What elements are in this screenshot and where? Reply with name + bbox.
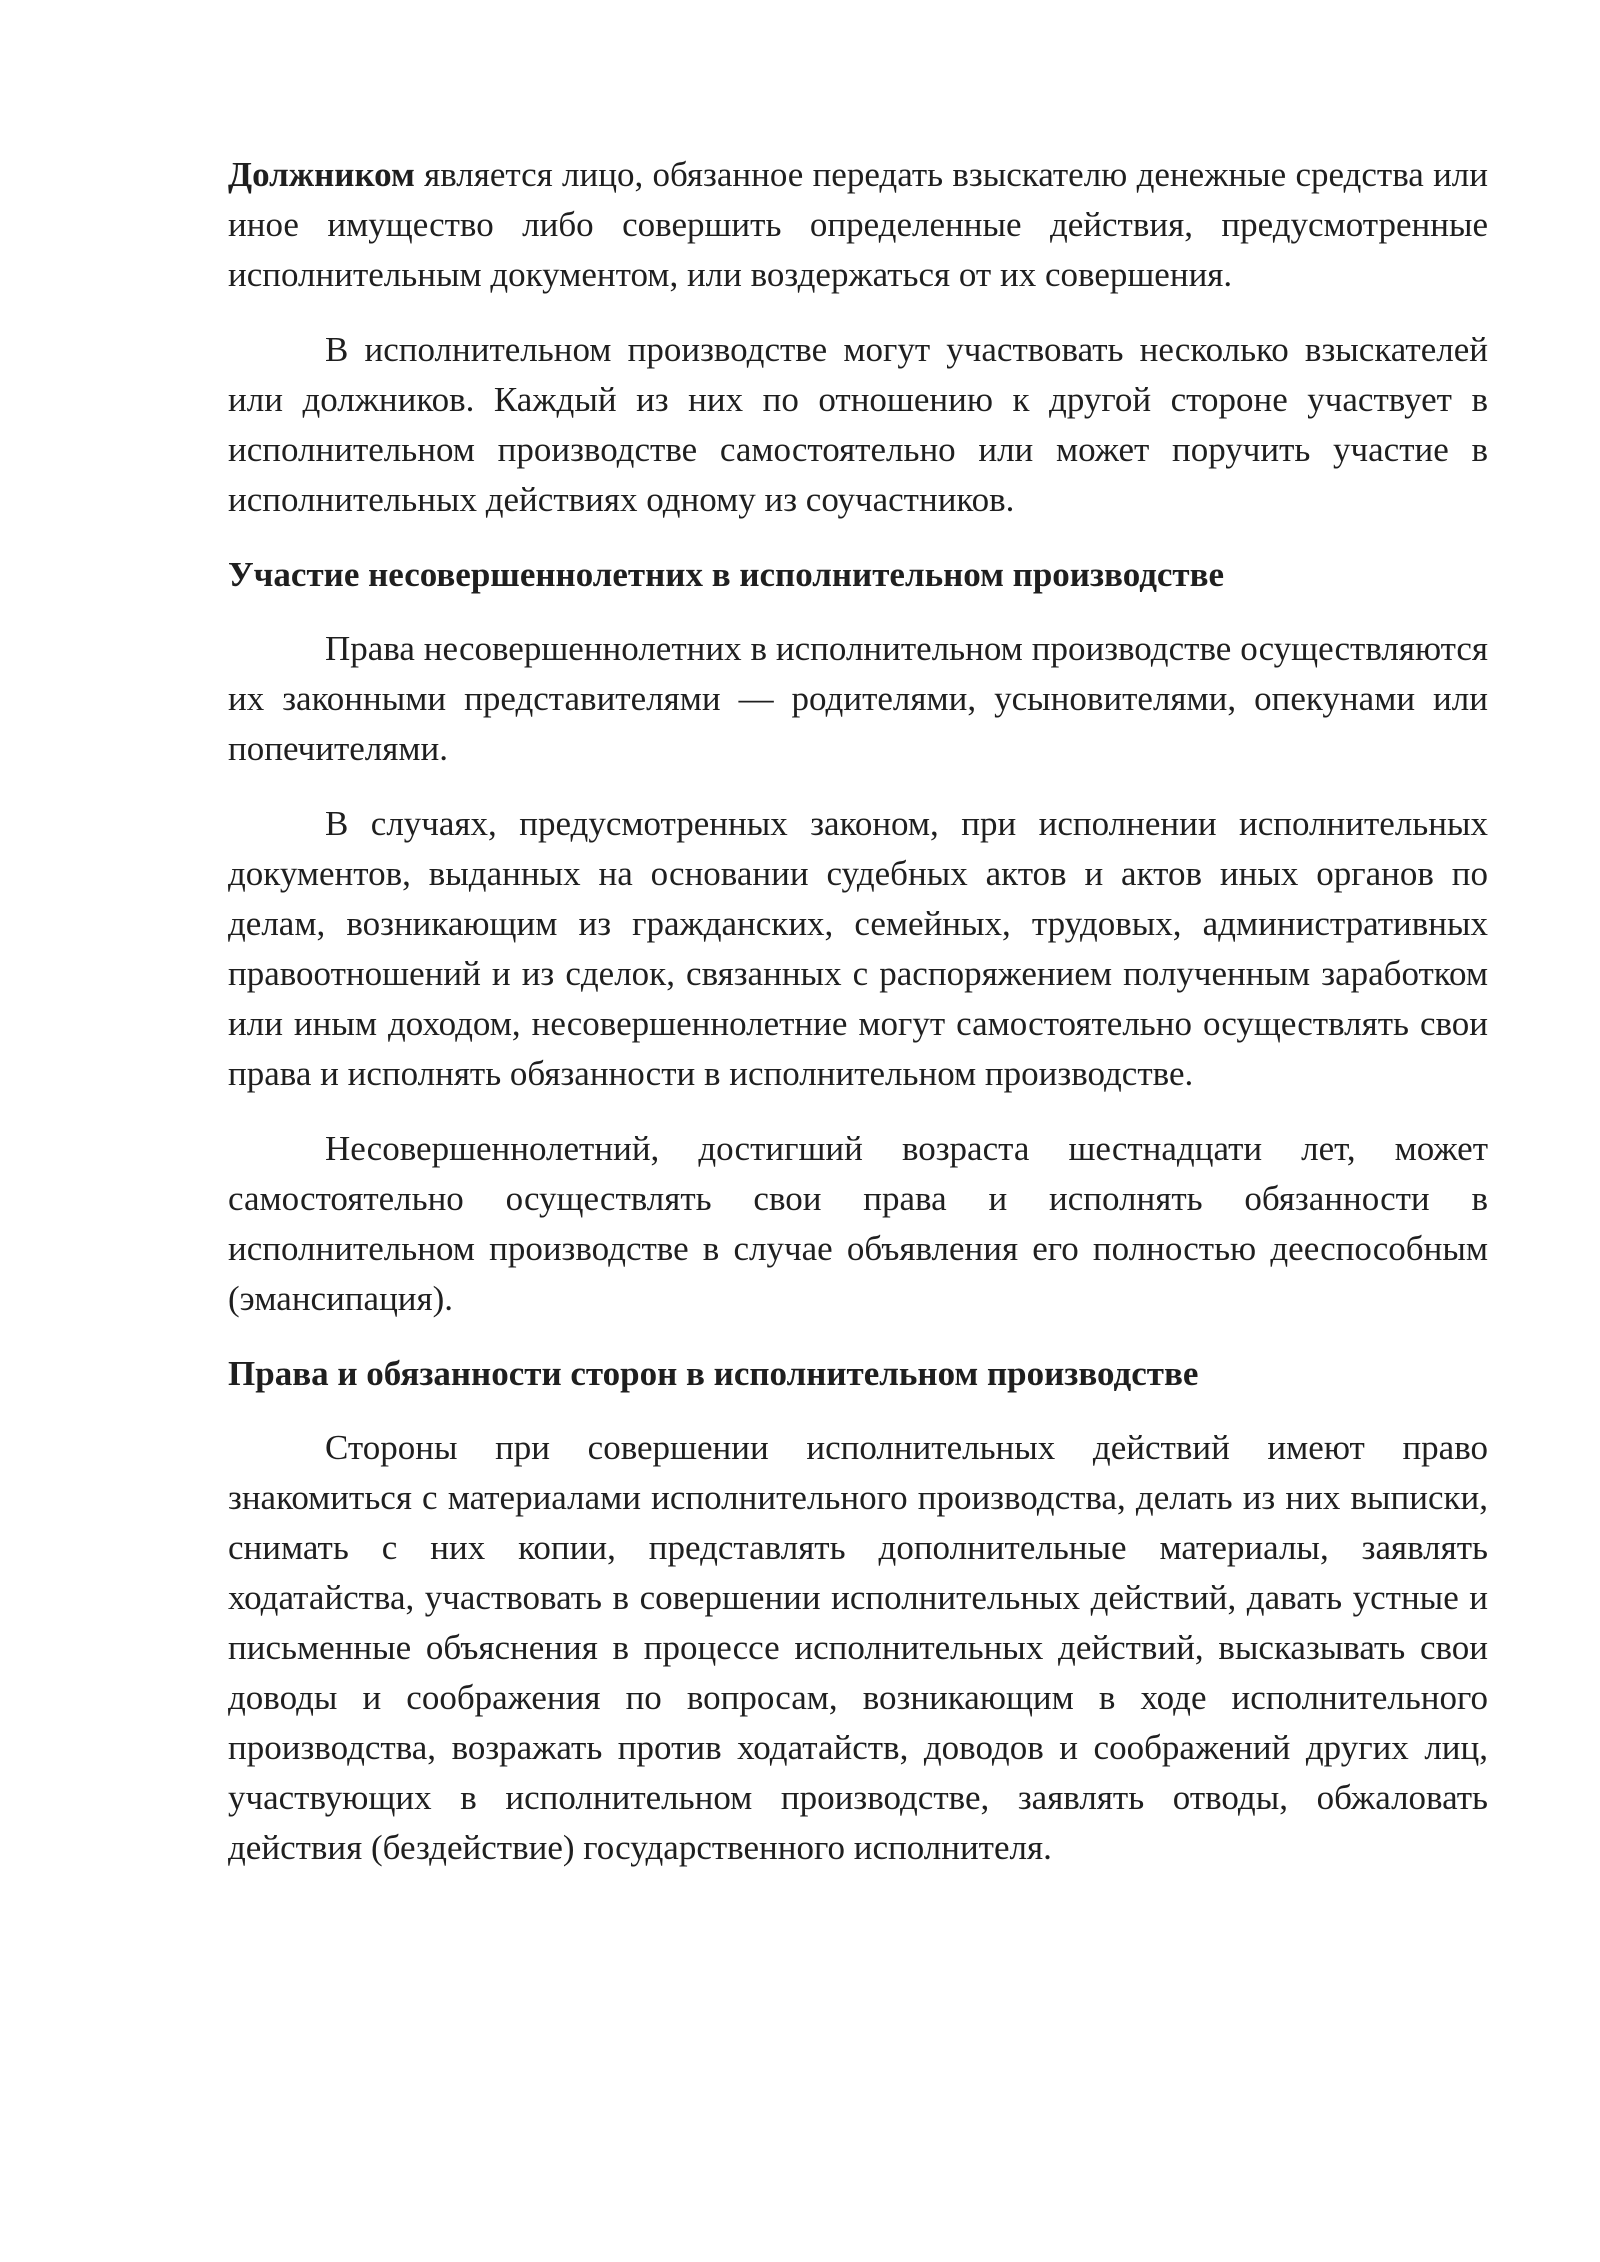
term-debtor: Должником <box>228 155 415 194</box>
paragraph-text: является лицо, обязанное передать взыскателю денежные средства или иное имущество либо совершить определенные действия, предусмотренные исполнительным документом, или воздержаться от их совершения. <box>228 155 1488 294</box>
paragraph-parties-rights: Стороны при совершении исполнительных действий имеют право знакомиться с материалами исполнительного производства, делать из них выписки, снимать с них копии, представлять дополнительные материалы, заявлять ходатайства, участвовать в совершении исполнительных действий, давать устные и письменные объяснения в процессе исполнительных действий, высказывать свои доводы и соображения по вопросам, возникающим в ходе исполнительного производства, возражать против ходатайств, доводов и соображений других лиц, участвующих в исполнительном производстве, заявлять отводы, обжаловать действия (бездействие) государственного исполнителя. <box>228 1428 1488 1867</box>
paragraph-minors-independent: В случаях, предусмотренных законом, при исполнении исполнительных документов, выданных на основании судебных актов и актов иных органов по делам, возникающим из гражданских, семейных, трудовых, административных правоотношений и из сделок, связанных с распоряжением полученным заработком или иным доходом, несовершеннолетние могут самостоятельно осуществлять свои права и исполнять обязанности в исполнительном производстве. <box>228 804 1488 1093</box>
section-heading-rights-duties: Права и обязанности сторон в исполнительном производстве <box>228 1354 1199 1393</box>
paragraph-multiple-parties: В исполнительном производстве могут участвовать несколько взыскателей или должников. Каждый из них по отношению к другой стороне участвует в исполнительном производстве самостоятельно или может поручить участие в исполнительных действиях одному из соучастников. <box>228 330 1488 519</box>
document-page <box>228 150 1488 1898</box>
section-heading-minors: Участие несовершеннолетних в исполнительном производстве <box>228 555 1225 594</box>
paragraph-emancipation: Несовершеннолетний, достигший возраста шестнадцати лет, может самостоятельно осуществлять свои права и исполнять обязанности в исполнительном производстве в случае объявления его полностью дееспособным (эмансипация). <box>228 1129 1488 1318</box>
paragraph-debtor-definition <box>228 150 1488 300</box>
paragraph-minors-representatives: Права несовершеннолетних в исполнительном производстве осуществляются их законными представителями — родителями, усыновителями, опекунами или попечителями. <box>228 629 1488 768</box>
